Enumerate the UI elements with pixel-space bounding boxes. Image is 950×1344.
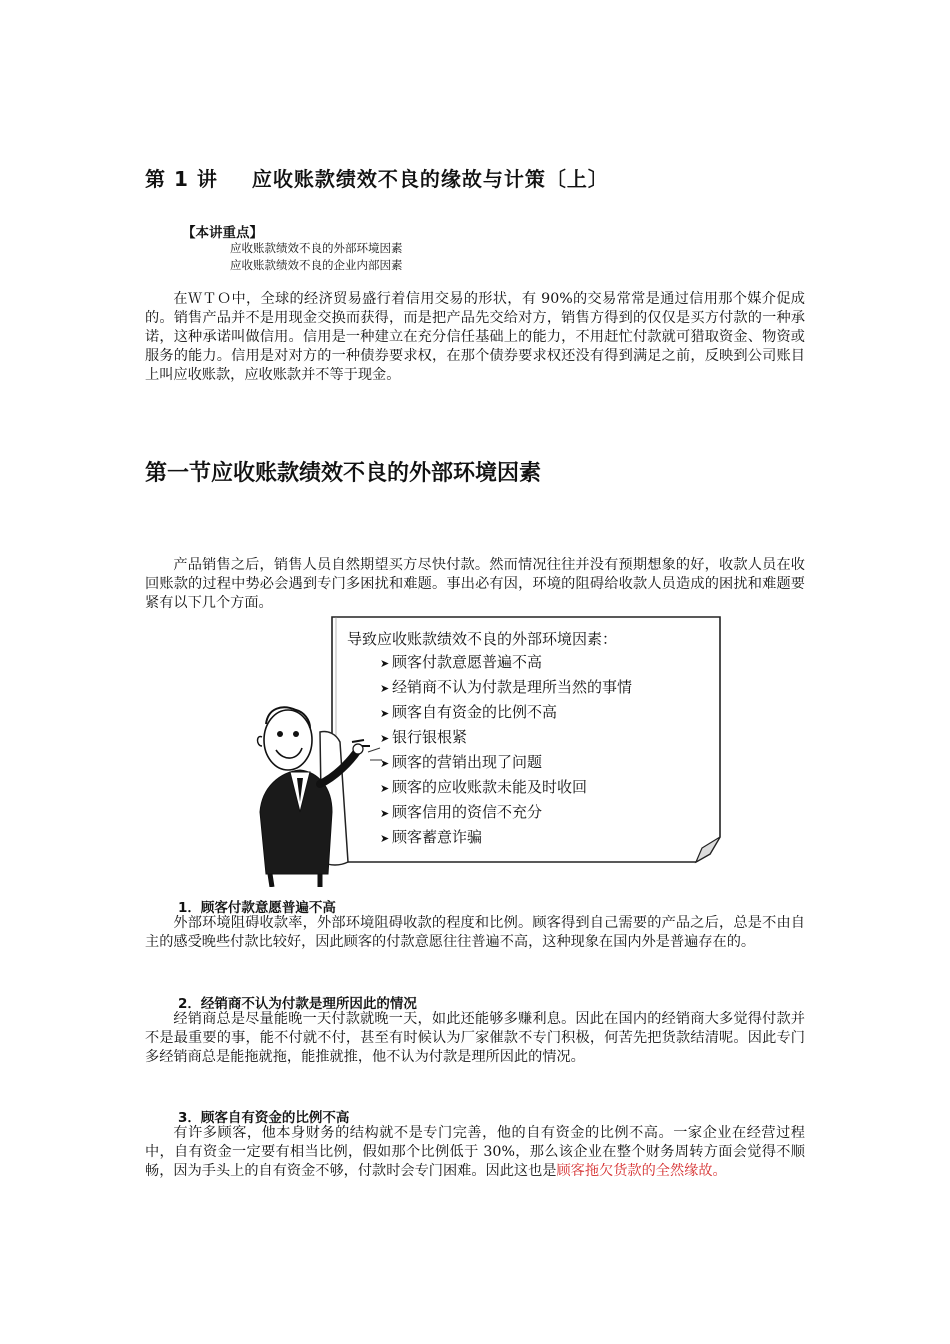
- figure-title: 导致应收账款绩效不良的外部环境因素：: [347, 630, 618, 648]
- factor-item: ➤ 顾客的应收账款未能及时收回: [380, 775, 632, 800]
- key-point-item: 应收账款绩效不良的企业内部因素: [230, 258, 403, 272]
- lecture-number: 第 1 讲: [145, 167, 218, 191]
- arrow-icon: ➤: [380, 682, 390, 695]
- factor-item: ➤ 顾客自有资金的比例不高: [380, 700, 632, 725]
- section-paragraph: 产品销售之后，销售人员自然期望买方尽快付款。然而情况往往并没有预期想象的好，收款人员在收回账款的过程中势必会遇到专门多困扰和难题。事出必有因，环境的阻碍给收款人员造成的困扰和难题要紧有以下几个方面。: [145, 557, 805, 611]
- factor-item: ➤ 顾客蓄意诈骗: [380, 825, 632, 850]
- factor-list: [380, 650, 632, 850]
- arrow-icon: ➤: [380, 782, 390, 795]
- arrow-icon: ➤: [380, 707, 390, 720]
- arrow-icon: ➤: [380, 807, 390, 820]
- subsection-paragraph: 有许多顾客，他本身财务的结构就不是专门完善，他的自有资金的比例不高。一家企业在经营过程中，自有资金一定要有相当比例，假如那个比例低于 30%，那么该企业在整个财务周转方面会觉得不顺畅，因为手头上的自有资金不够，付款时会专门困难。因此这也是顾客拖欠货款的全然缘故。: [145, 1125, 805, 1179]
- lecture-title-text: 应收账款绩效不良的缘故与计策〔上〕: [251, 167, 609, 191]
- section-title: 第一节应收账款绩效不良的外部环境因素: [145, 461, 542, 486]
- factors-figure: [240, 612, 730, 887]
- subsection-paragraph: 经销商总是尽量能晚一天付款就晚一天，如此还能够多赚利息。因此在国内的经销商大多觉得付款并不是最重要的事，能不付就不付，甚至有时候认为厂家催款不专门积极，何苦先把货款结清呢。因此专门多经销商总是能拖就拖，能推就推，他不认为付款是理所因此的情况。: [145, 1011, 805, 1065]
- factor-item: ➤ 经销商不认为付款是理所当然的事情: [380, 675, 632, 700]
- subsection-paragraph: 外部环境阻碍收款率，外部环境阻碍收款的程度和比例。顾客得到自己需要的产品之后，总是不由自主的感受晚些付款比较好，因此顾客的付款意愿往往普遍不高，这种现象在国内外是普遍存在的。: [145, 915, 805, 950]
- factor-item: ➤ 顾客的营销出现了问题: [380, 750, 632, 775]
- key-point-item: 应收账款绩效不良的外部环境因素: [230, 241, 403, 255]
- arrow-icon: ➤: [380, 832, 390, 845]
- factor-item: ➤ 银行银根紧: [380, 725, 632, 750]
- lecture-title: [145, 163, 609, 192]
- subsection-title: 1．顾客付款意愿普遍不高: [178, 900, 336, 916]
- arrow-icon: ➤: [380, 732, 390, 745]
- arrow-icon: ➤: [380, 657, 390, 670]
- factor-item: ➤ 顾客信用的资信不充分: [380, 800, 632, 825]
- key-points-label: 【本讲重点】: [182, 225, 263, 241]
- arrow-icon: ➤: [380, 757, 390, 770]
- intro-paragraph: 在ＷＴＯ中，全球的经济贸易盛行着信用交易的形状，有 90%的交易常常是通过信用那个媒介促成的。销售产品并不是用现金交换而获得，而是把产品先交给对方，销售方得到的仅仅是买方付款的一种承诺，这种承诺叫做信用。信用是一种建立在充分信任基础上的能力，不用赶忙付款就可猎取资金、物资或服务的能力。信用是对对方的一种债券要求权，在那个债券要求权还没有得到满足之前，反映到公司账目上叫应收账款，应收账款并不等于现金。: [145, 291, 805, 383]
- highlighted-text: 顾客拖欠货款的全然缘故。: [556, 1163, 727, 1179]
- subsection-title: 3．顾客自有资金的比例不高: [178, 1110, 350, 1126]
- subsection-title: 2．经销商不认为付款是理所因此的情况: [178, 996, 417, 1012]
- factor-item: ➤ 顾客付款意愿普遍不高: [380, 650, 632, 675]
